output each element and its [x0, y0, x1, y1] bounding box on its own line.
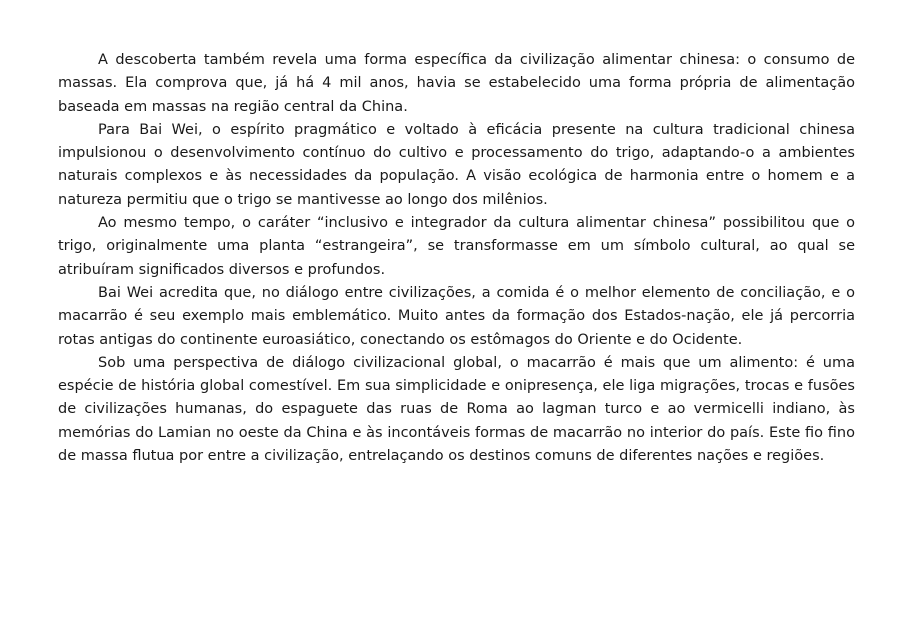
paragraph-5: Sob uma perspectiva de diálogo civilizacional global, o macarrão é mais que um alimento: é uma espécie de história global comestível. Em sua simplicidade e onipresença, ele liga migrações, trocas e fusões de civilizações humanas, do espaguete das ruas de Roma ao lagman turco e ao vermicelli indiano, às memórias do Lamian no oeste da China e às incontáveis formas de macarrão no interior do país. Este fio fino de massa flutua por entre a civilização, entrelaçando os destinos comuns de diferentes nações e regiões. [58, 354, 855, 465]
paragraph-4: Bai Wei acredita que, no diálogo entre civilizações, a comida é o melhor elemento de conciliação, e o macarrão é seu exemplo mais emblemático. Muito antes da formação dos Estados-nação, ele já percorria rotas antigas do continente euroasiático, conectando os estômagos do Oriente e do Ocidente. [58, 284, 855, 348]
paragraph-3: Ao mesmo tempo, o caráter “inclusivo e integrador da cultura alimentar chinesa” possibilitou que o trigo, originalmente uma planta “estrangeira”, se transformasse em um símbolo cultural, ao qual se atribuíram significados diversos e profundos. [58, 215, 855, 278]
paragraph-2: Para Bai Wei, o espírito pragmático e voltado à eficácia presente na cultura tradicional chinesa impulsionou o desenvolvimento contínuo do cultivo e processamento do trigo, adaptando-o a ambientes naturais complexos e às necessidades da população. A visão ecológica de harmonia entre o homem e a natureza permitiu que o trigo se mantivesse ao longo dos milênios. [58, 121, 855, 208]
paragraph-1: A descoberta também revela uma forma específica da civilização alimentar chinesa: o consumo de massas. Ela comprova que, já há 4 mil anos, havia se estabelecido uma forma própria de alimentação baseada em massas na região central da China. [58, 52, 855, 115]
document-body [58, 49, 855, 468]
